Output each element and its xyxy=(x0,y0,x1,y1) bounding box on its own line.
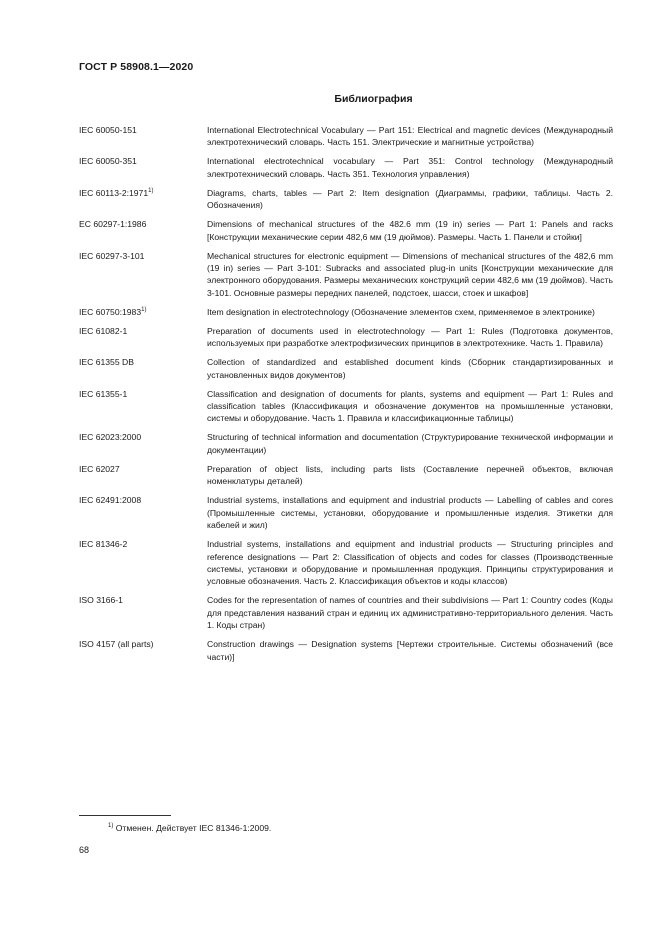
bibliography-entry xyxy=(79,638,613,663)
bibliography-entry xyxy=(79,187,613,212)
entry-code: IEC 60050-151 xyxy=(79,125,137,135)
entry-description: International Electrotechnical Vocabulary — Part 151: Electrical and magnetic devices (Международный электротехнический словарь. Часть 151. Электрические и магнитные устройства) xyxy=(207,125,613,148)
entry-description: Industrial systems, installations and equipment and industrial products — Labelling of cables and cores (Промышленные системы, установки, оборудование и промышленные изделия. Этикетки для кабелей и жил) xyxy=(207,495,613,531)
bibliography-entry xyxy=(79,250,613,300)
entry-description: Codes for the representation of names of countries and their subdivisions — Part 1: Country codes (Коды для представления названий стран и единиц их административно-территориального деления. Часть 1. Коды стран) xyxy=(207,595,613,631)
bibliography-entry xyxy=(79,325,613,350)
entry-code: IEC 60113-2:1971$^{1)}$ xyxy=(79,187,154,198)
entry-code: IEC 60750:1983$^{1)}$ xyxy=(79,306,147,317)
bibliography-entry xyxy=(79,124,613,149)
bibliography-entry xyxy=(79,494,613,531)
entry-code: IEC 62023:2000 xyxy=(79,432,142,443)
entry-code: IEC 61355-1 xyxy=(79,388,128,399)
bibliography-entry xyxy=(79,356,613,381)
footnote-divider xyxy=(79,815,171,816)
entry-code: EC 60297-1:1986 xyxy=(79,219,147,230)
bibliography-entry xyxy=(79,218,613,243)
entry-description: Mechanical structures for electronic equipment — Dimensions of mechanical structures of the 482,6 mm (19 in) series — Part 3-101: Subracks and associated plug-in units [Конструкции механические для электронного оборудования. Размеры механических конструкций серии 482,6 мм (19 дюймов). Часть 3-101. Основные размеры передних панелей, подстоек, шасси, стоек и шкафов] xyxy=(207,250,613,298)
footnote-mark: 1) xyxy=(148,187,154,194)
entry-code: IEC 60297-3-101 xyxy=(79,250,145,261)
entry-description: Item designation in electrotechnology (Обозначение элементов схем, применяемое в электронике) xyxy=(207,306,595,317)
entry-description: Structuring of technical information and documentation (Структурирование технической информации и документации) xyxy=(207,432,613,455)
entry-description: Dimensions of mechanical structures of the 482.6 mm (19 in) series — Part 1: Panels and racks [Конструкции механические серии 482,6 мм (19 дюймов). Размеры. Часть 1. Панели и стойки] xyxy=(207,219,613,242)
entry-description: Industrial systems, installations and equipment and industrial products — Structuring principles and reference designations — Part 2: Classification of objects and codes for classes (Производственные системы, установки и оборудование и промышленная продукция. Принципы структурирования и условные обозначения. Часть 2. Классификация объектов и коды классов) xyxy=(207,539,613,587)
section-title: Библиография xyxy=(334,93,413,105)
entry-description: Classification and designation of documents for plants, systems and equipment — Part 1: Rules and classification tables (Классификация и обозначение документов на промышленные установки, системы и оборудование. Часть 1. Правила и классификационные таблицы) xyxy=(207,388,613,424)
entry-code: IEC 62491:2008 xyxy=(79,495,142,506)
bibliography-entry xyxy=(79,538,613,588)
page-number: 68 xyxy=(79,845,90,855)
bibliography-entry xyxy=(79,431,613,456)
entry-description: Preparation of object lists, including parts lists (Составление перечней объектов, включая номенклатуры деталей) xyxy=(207,463,613,487)
bibliography-entry xyxy=(79,463,613,488)
entry-description: Collection of standardized and established document kinds (Сборник стандартизированных и установленных видов документов) xyxy=(207,357,613,380)
bibliography-entry xyxy=(79,155,613,180)
entry-description: Construction drawings — Designation systems [Чертежи строительные. Системы обозначений (все части)] xyxy=(207,639,613,662)
entry-description: Preparation of documents used in electrotechnology — Part 1: Rules (Подготовка документов, используемых при разработке электрофизических принципов в электротехнике. Часть 1. Правила) xyxy=(207,325,613,349)
page-header: ГОСТ Р 58908.1—2020 xyxy=(79,61,194,73)
entry-code: IEC 61082-1 xyxy=(79,325,128,336)
footnote xyxy=(108,823,271,833)
entry-description: Diagrams, charts, tables — Part 2: Item designation (Диаграммы, графики, таблицы. Часть 2. Обозначения) xyxy=(207,187,613,211)
bibliography-entry xyxy=(79,306,613,318)
bibliography-entry xyxy=(79,388,613,425)
entry-code: IEC 61355 DB xyxy=(79,357,134,368)
bibliography-entry xyxy=(79,594,613,631)
entry-code: IEC 81346-2 xyxy=(79,539,128,550)
entry-code: IEC 62027 xyxy=(79,463,120,474)
footnote-mark: 1) xyxy=(141,306,147,313)
entry-code: IEC 60050-351 xyxy=(79,156,137,167)
footnote-text: Отменен. Действует IEC 81346-1:2009. xyxy=(115,823,272,833)
bibliography-list xyxy=(79,124,613,670)
entry-code: ISO 3166-1 xyxy=(79,595,123,606)
entry-code: ISO 4157 (all parts) xyxy=(79,639,154,650)
footnote-mark: 1) xyxy=(108,823,114,829)
entry-description: International electrotechnical vocabulary — Part 351: Control technology (Международный электротехнический словарь. Часть 351. Технология управления) xyxy=(207,156,613,179)
